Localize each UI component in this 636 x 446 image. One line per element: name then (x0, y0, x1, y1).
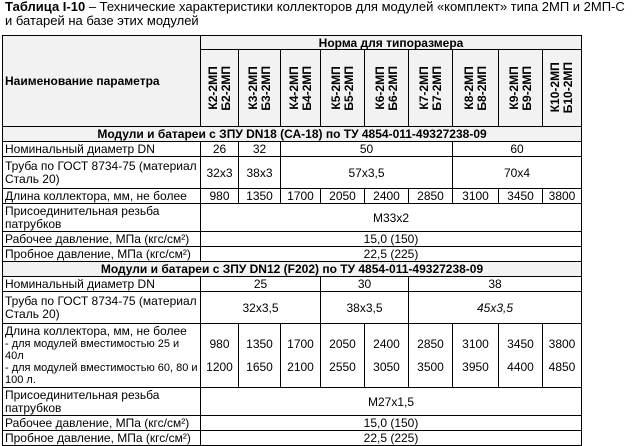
table-cell: 70х4 (453, 157, 582, 189)
size-header: К7-2МП Б7-2МП (409, 50, 453, 127)
size-header: К4-2МП Б4-2МП (281, 50, 321, 127)
table-cell: М33х2 (201, 204, 582, 232)
table-cell: 2400 3050 (365, 324, 409, 388)
table-cell: 22,5 (225) (201, 431, 582, 446)
table-cell: 26 (201, 142, 239, 157)
table-cell: 1350 (239, 189, 281, 204)
table-cell: 15,0 (150) (201, 416, 582, 431)
row-label: Пробное давление, МПа (кгс/см²) (3, 247, 201, 262)
table-cell: 3800 4850 (543, 324, 582, 388)
table-cell: 980 (201, 189, 239, 204)
size-header: К10-2МП Б10-2МП (543, 50, 582, 127)
table-cell: 1700 (281, 189, 321, 204)
table-caption (5, 0, 631, 28)
row-label: Присоединительная резьба патрубков (3, 204, 201, 232)
table-row (3, 189, 582, 204)
size-header: К3-2МП Б3-2МП (239, 50, 281, 127)
size-header: К5-2МП Б5-2МП (321, 50, 365, 127)
table-cell: 57х3,5 (281, 157, 453, 189)
section-title-row (3, 262, 582, 277)
table-cell: 2850 3500 (409, 324, 453, 388)
norm-header: Норма для типоразмера (201, 36, 582, 50)
table-row (3, 416, 582, 431)
table-row (3, 292, 582, 324)
length-sub-label: - для модулей вместимостью 60, 80 и 100 л. (5, 362, 198, 386)
row-label: Пробное давление, МПа (кгс/см²) (3, 431, 201, 446)
table-cell: 32х3 (201, 157, 239, 189)
table-row (3, 277, 582, 292)
table-cell: 3100 3950 (453, 324, 499, 388)
size-header: К2-2МП Б2-2МП (201, 50, 239, 127)
table-title: – Технические характеристики коллекторов для модулей «комплект» типа 2МП и 2МП-С и батарей на базе этих модулей (5, 0, 625, 28)
row-label: Труба по ГОСТ 8734-75 (материал Сталь 20) (3, 292, 201, 324)
table-cell: 22,5 (225) (201, 247, 582, 262)
table-row (3, 142, 582, 157)
table-row (3, 157, 582, 189)
row-label: Труба по ГОСТ 8734-75 (материал Сталь 20) (3, 157, 201, 189)
table-cell: 980 1200 (201, 324, 239, 388)
table-cell: 3800 (543, 189, 582, 204)
table-cell: 32х3,5 (201, 292, 321, 324)
table-cell: 38 (409, 277, 582, 292)
table-number: Таблица I-10 (5, 0, 86, 14)
table-cell: 50 (281, 142, 453, 157)
specs-table (2, 35, 582, 446)
row-label (3, 324, 201, 388)
table-cell: 2400 (365, 189, 409, 204)
section-title: Модули и батареи с ЗПУ DN12 (F202) по ТУ 4854-011-49327238-09 (3, 262, 582, 277)
length-label: Длина коллектора, мм, не более (5, 324, 187, 338)
table-cell: 45х3,5 (409, 292, 582, 324)
section-title-row (3, 127, 582, 142)
table-cell: 38х3,5 (321, 292, 409, 324)
row-label: Рабочее давление, МПа (кгс/см²) (3, 416, 201, 431)
size-header: К6-2МП Б6-2МП (365, 50, 409, 127)
table-cell: 3100 (453, 189, 499, 204)
table-cell: 60 (453, 142, 582, 157)
table-cell: 2850 (409, 189, 453, 204)
header-row (3, 36, 582, 50)
table-row (3, 324, 582, 388)
table-cell: 25 (201, 277, 321, 292)
row-label: Присоединительная резьба патрубков (3, 388, 201, 416)
table-cell: 32 (239, 142, 281, 157)
section-title: Модули и батареи с ЗПУ DN18 (СА-18) по ТУ 4854-011-49327238-09 (3, 127, 582, 142)
table-cell: М27х1,5 (201, 388, 582, 416)
table-cell: 1700 2100 (281, 324, 321, 388)
table-row (3, 204, 582, 232)
table-cell: 3450 (499, 189, 543, 204)
row-label: Номинальный диаметр DN (3, 142, 201, 157)
table-cell: 15,0 (150) (201, 232, 582, 247)
table-row (3, 431, 582, 446)
table-cell: 3450 4400 (499, 324, 543, 388)
size-header: К8-2МП Б8-2МП (453, 50, 499, 127)
row-label: Номинальный диаметр DN (3, 277, 201, 292)
table-cell: 1350 1650 (239, 324, 281, 388)
row-label: Длина коллектора, мм, не более (3, 189, 201, 204)
table-cell: 2050 (321, 189, 365, 204)
length-sub-label: - для модулей вместимостью 25 и 40л (5, 338, 180, 362)
table-row (3, 247, 582, 262)
size-header: К9-2МП Б9-2МП (499, 50, 543, 127)
table-cell: 30 (321, 277, 409, 292)
row-label: Рабочее давление, МПа (кгс/см²) (3, 232, 201, 247)
table-row (3, 388, 582, 416)
table-row (3, 232, 582, 247)
table-cell: 38х3 (239, 157, 281, 189)
table-cell: 2050 2550 (321, 324, 365, 388)
param-header: Наименование параметра (3, 36, 201, 127)
